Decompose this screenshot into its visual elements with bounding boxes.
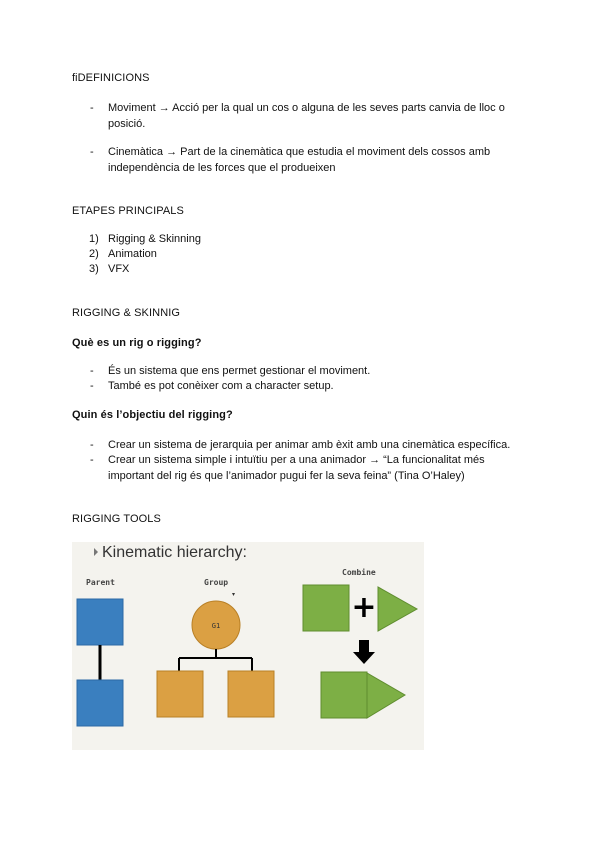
bullet-dash: - xyxy=(90,146,94,158)
bullet-dash: - xyxy=(90,365,94,377)
figure-title: Kinematic hierarchy: xyxy=(102,544,247,561)
list-item-vfx: VFX xyxy=(108,263,130,275)
kinematic-hierarchy-figure xyxy=(72,542,424,750)
text-line: Crear un sistema simple i intuïtiu per a una animador → “La funcionalitat més xyxy=(108,454,485,466)
combine-square xyxy=(303,585,349,631)
combined-square xyxy=(321,672,367,718)
label-group: Group xyxy=(204,578,229,587)
down-arrow-shaft xyxy=(359,640,369,652)
down-arrow-icon xyxy=(353,652,375,664)
group-child-box-left xyxy=(157,671,203,717)
group-child-box-right xyxy=(228,671,274,717)
list-number: 2) xyxy=(89,248,99,260)
bullet-dash: - xyxy=(90,102,94,114)
text-line: posició. xyxy=(108,117,146,130)
text-line: important del rig és que l’animador pugui fer la seva feina” (Tina O’Haley) xyxy=(108,469,465,482)
label-parent: Parent xyxy=(86,578,115,587)
combine-triangle xyxy=(378,587,417,631)
text-line: independència de les forces que el produeixen xyxy=(108,161,336,174)
question-objective: Quin és l’objectiu del rigging? xyxy=(72,409,233,421)
bullet-dash: - xyxy=(90,439,94,451)
objective-1: Crear un sistema de jerarquia per animar amb èxit amb una cinemàtica específica. xyxy=(108,439,511,451)
definition-moviment xyxy=(108,101,505,132)
section-heading-definicions: ﬁDEFINICIONS xyxy=(72,72,150,84)
text-line: Cinemàtica → Part de la cinemàtica que estudia el moviment dels cossos amb xyxy=(108,146,491,158)
parent-box xyxy=(77,599,123,645)
list-item-rigging: Rigging & Skinning xyxy=(108,233,201,245)
bullet-dash: - xyxy=(90,380,94,392)
list-number: 3) xyxy=(89,263,99,275)
child-box xyxy=(77,680,123,726)
group-node-label: G1 xyxy=(211,622,221,630)
definition-cinematica xyxy=(108,145,490,176)
question-what-is-rig: Què es un rig o rigging? xyxy=(72,337,202,349)
cursor-mark: ▾ xyxy=(232,592,236,598)
rig-answer-2: També es pot conèixer com a character setup. xyxy=(108,380,334,392)
list-item-animation: Animation xyxy=(108,248,157,260)
label-combine: Combine xyxy=(342,568,376,577)
rig-answer-1: És un sistema que ens permet gestionar el moviment. xyxy=(108,365,371,377)
combined-triangle xyxy=(367,673,405,718)
section-heading-tools: RIGGING TOOLS xyxy=(72,513,161,525)
title-arrow-icon xyxy=(94,548,98,556)
text-line: Moviment → Acció per la qual un cos o alguna de les seves parts canvia de lloc o xyxy=(108,102,505,114)
section-heading-etapes: ETAPES PRINCIPALS xyxy=(72,205,184,217)
plus-icon: + xyxy=(351,590,377,625)
section-heading-rigging: RIGGING & SKINNIG xyxy=(72,307,181,319)
list-number: 1) xyxy=(89,233,99,245)
objective-2 xyxy=(108,453,485,484)
bullet-dash: - xyxy=(90,454,94,466)
